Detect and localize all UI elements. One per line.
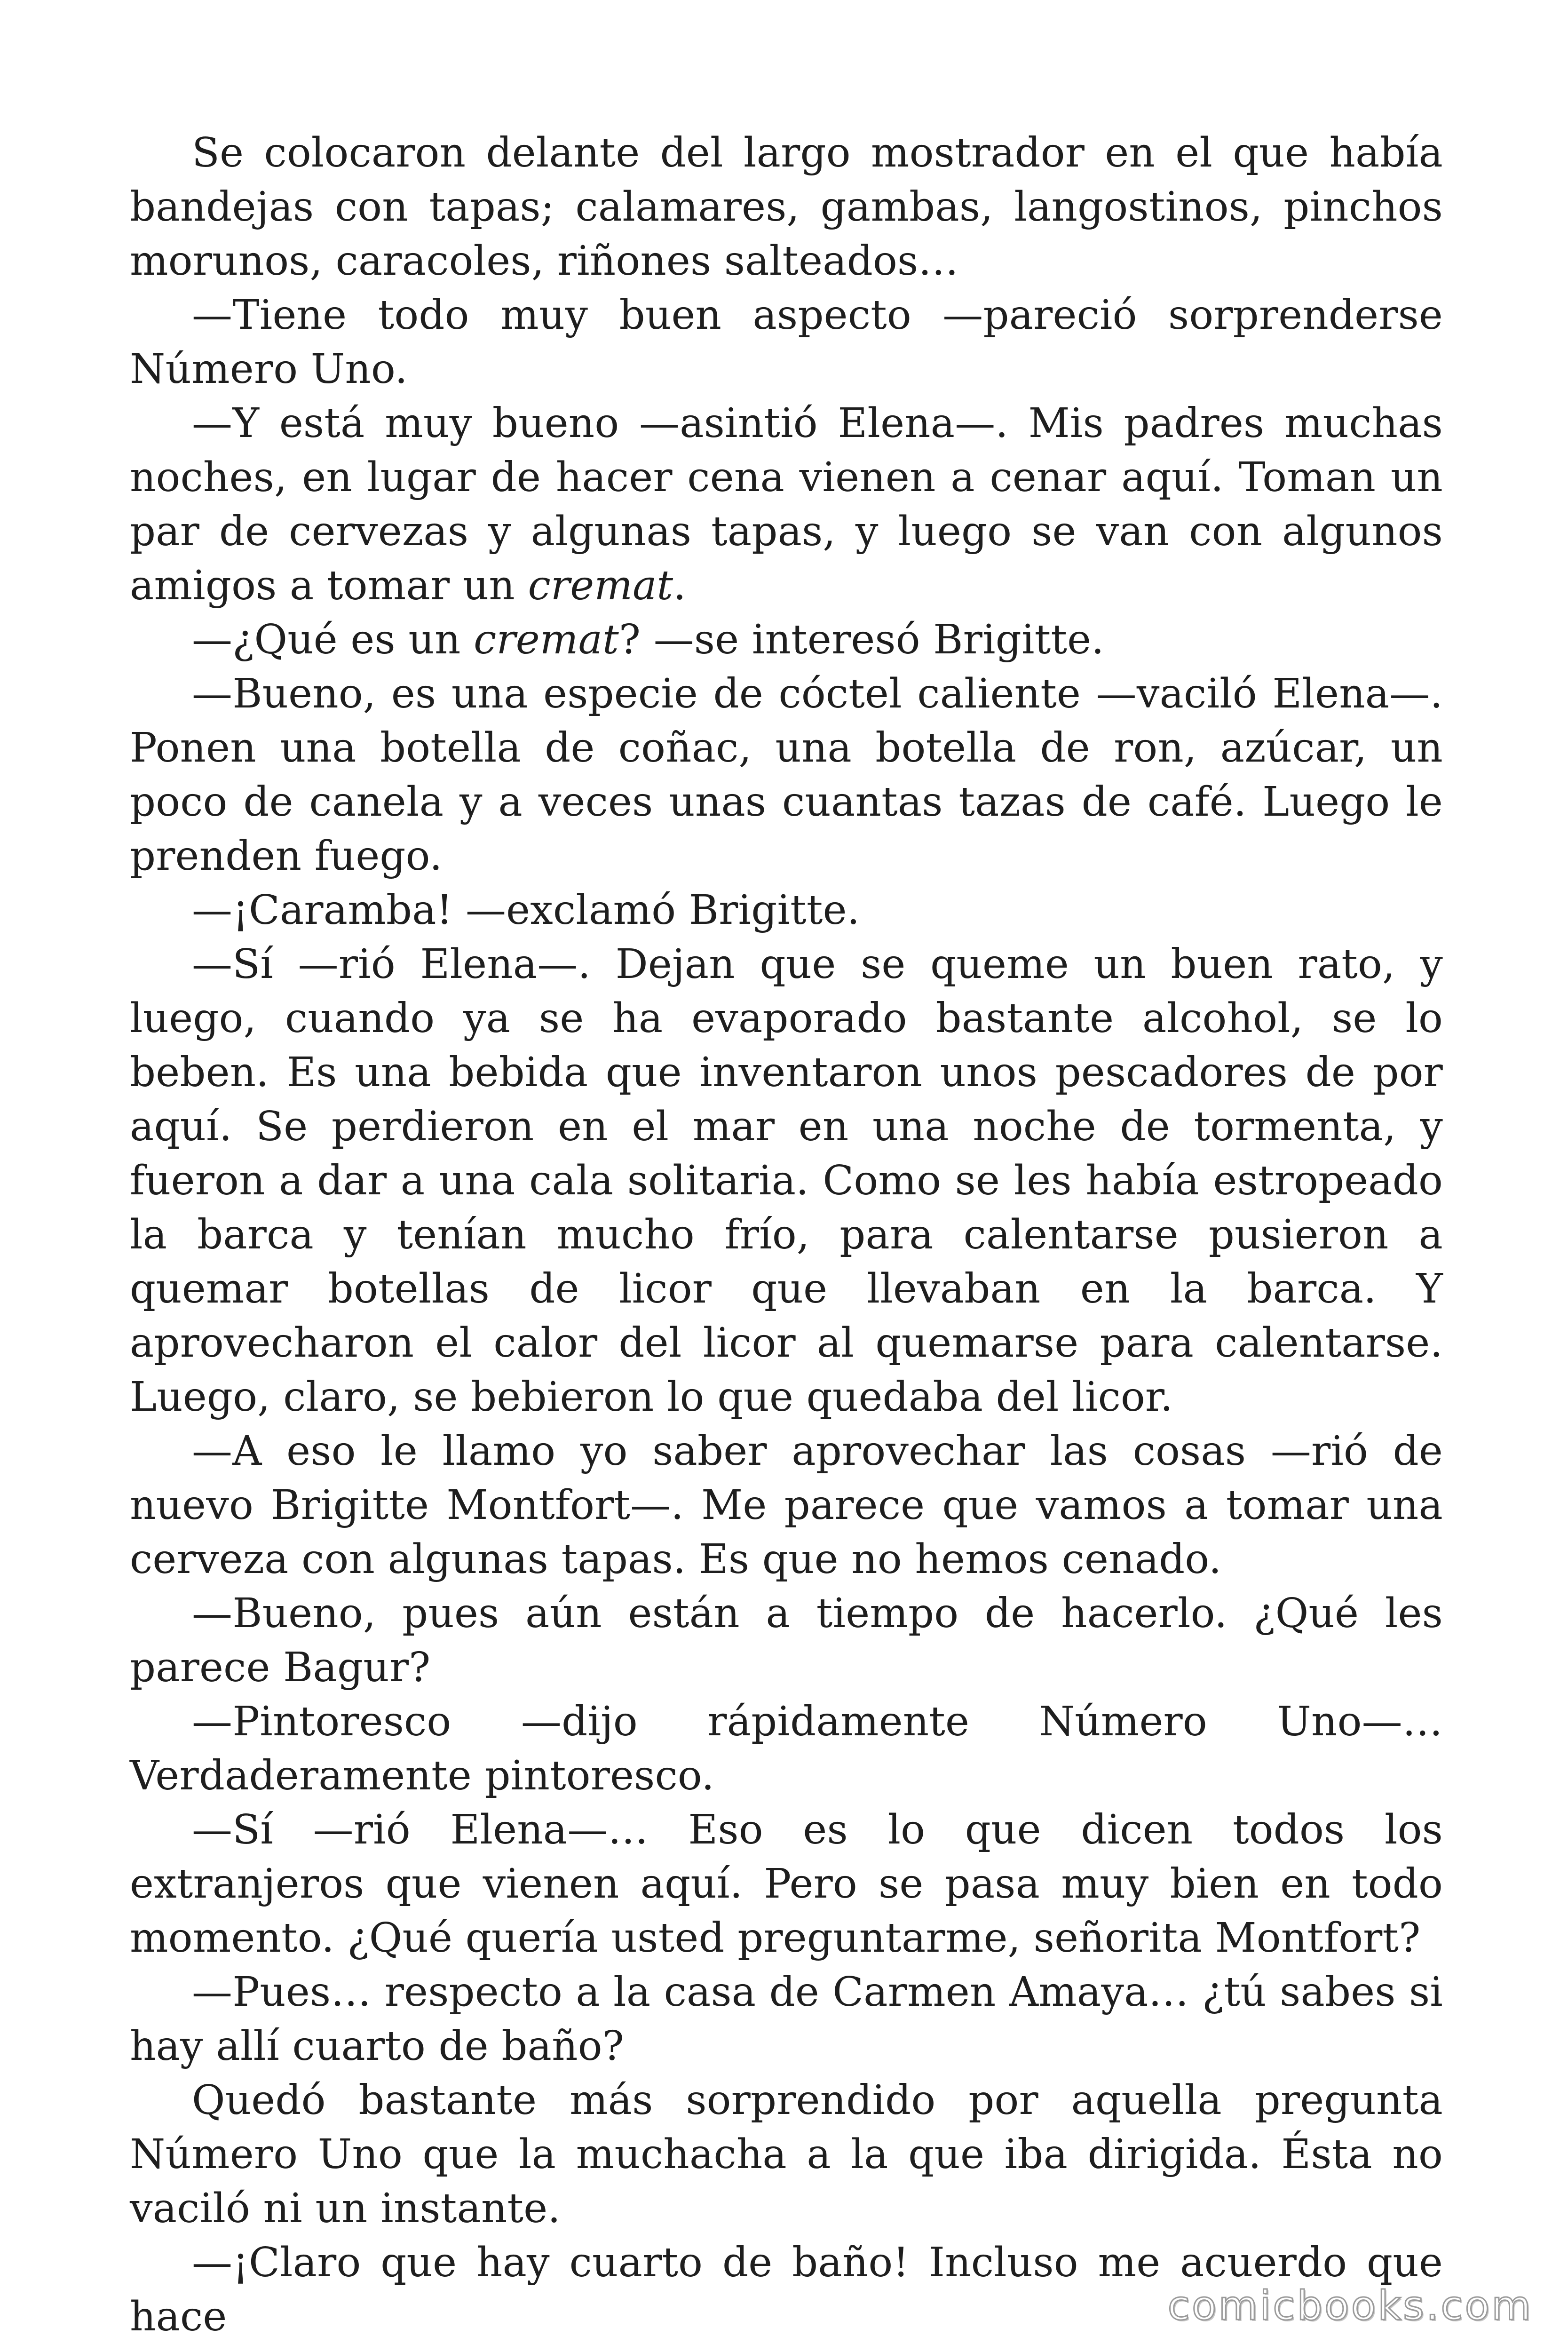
paragraph-10 <box>130 1695 1443 1803</box>
paragraph-text: —Sí —rió Elena—. Dejan que se queme un buen rato, y luego, cuando ya se ha evaporado bastante alcohol, se lo beben. Es una bebida que inventaron unos pescadores de por aquí. Se perdieron en el mar en una noche de tormenta, y fueron a dar a una cala solitaria. Como se les había estropeado la barca y tenían mucho frío, para calentarse pusieron a quemar botellas de licor que llevaban en la barca. Y aprovecharon el calor del licor al quemarse para calentarse. Luego, claro, se bebieron lo que quedaba del licor. <box>130 941 1443 1421</box>
paragraph-text: —Bueno, es una especie de cóctel caliente —vaciló Elena—. Ponen una botella de coñac, una botella de ron, azúcar, un poco de canela y a veces unas cuantas tazas de café. Luego le prenden fuego. <box>130 670 1443 880</box>
paragraph-text: Quedó bastante más sorprendido por aquella pregunta Número Uno que la muchacha a la que iba dirigida. Ésta no vaciló ni un instante. <box>130 2077 1443 2232</box>
paragraph-text: —A eso le llamo yo saber aprovechar las cosas —rió de nuevo Brigitte Montfort—. Me parece que vamos a tomar una cerveza con algunas tapas. Es que no hemos cenado. <box>130 1428 1443 1583</box>
paragraph-1 <box>130 126 1443 288</box>
paragraph-text: —¡Caramba! —exclamó Brigitte. <box>192 887 860 934</box>
paragraph-11 <box>130 1803 1443 1965</box>
paragraph-text: —¡Claro que hay cuarto de baño! Incluso me acuerdo que hace <box>130 2239 1443 2340</box>
paragraph-text: —Pues… respecto a la casa de Carmen Amaya… ¿tú sabes si hay allí cuarto de baño? <box>130 1969 1443 2070</box>
paragraph-5 <box>130 667 1443 883</box>
paragraph-4 <box>130 613 1443 667</box>
paragraph-12 <box>130 1965 1443 2074</box>
paragraph-text: —Bueno, pues aún están a tiempo de hacerlo. ¿Qué les parece Bagur? <box>130 1590 1443 1691</box>
paragraph-2 <box>130 288 1443 397</box>
paragraph-6 <box>130 883 1443 938</box>
watermark-logo: comicbooks.com <box>1167 2282 1533 2329</box>
paragraph-3 <box>130 397 1443 613</box>
paragraph-text: Se colocaron delante del largo mostrador en el que había bandejas con tapas; calamares, gambas, langostinos, pinchos morunos, caracoles, riñones salteados… <box>130 129 1443 285</box>
paragraph-text: —Y está muy bueno —asintió Elena—. Mis padres muchas noches, en lugar de hacer cena vienen a cenar aquí. Toman un par de cervezas y algunas tapas, y luego se van con algunos amigos a tomar un <box>130 400 1443 609</box>
paragraph-text: —¿Qué es un <box>192 616 474 663</box>
paragraph-text: —Pintoresco —dijo rápidamente Número Uno—… Verdaderamente pintoresco. <box>130 1698 1443 1799</box>
paragraph-13 <box>130 2074 1443 2236</box>
italic-word: cremat <box>474 616 619 663</box>
italic-word: cremat <box>528 562 673 609</box>
page-text <box>130 126 1443 2344</box>
paragraph-9 <box>130 1587 1443 1695</box>
paragraph-text: —Tiene todo muy buen aspecto —pareció sorprenderse Número Uno. <box>130 292 1443 393</box>
paragraph-7 <box>130 938 1443 1424</box>
paragraph-8 <box>130 1424 1443 1587</box>
paragraph-text: ? —se interesó Brigitte. <box>618 616 1104 663</box>
paragraph-text: —Sí —rió Elena—… Eso es lo que dicen todos los extranjeros que vienen aquí. Pero se pasa muy bien en todo momento. ¿Qué quería usted preguntarme, señorita Montfort? <box>130 1806 1443 1962</box>
paragraph-text: . <box>673 562 686 609</box>
